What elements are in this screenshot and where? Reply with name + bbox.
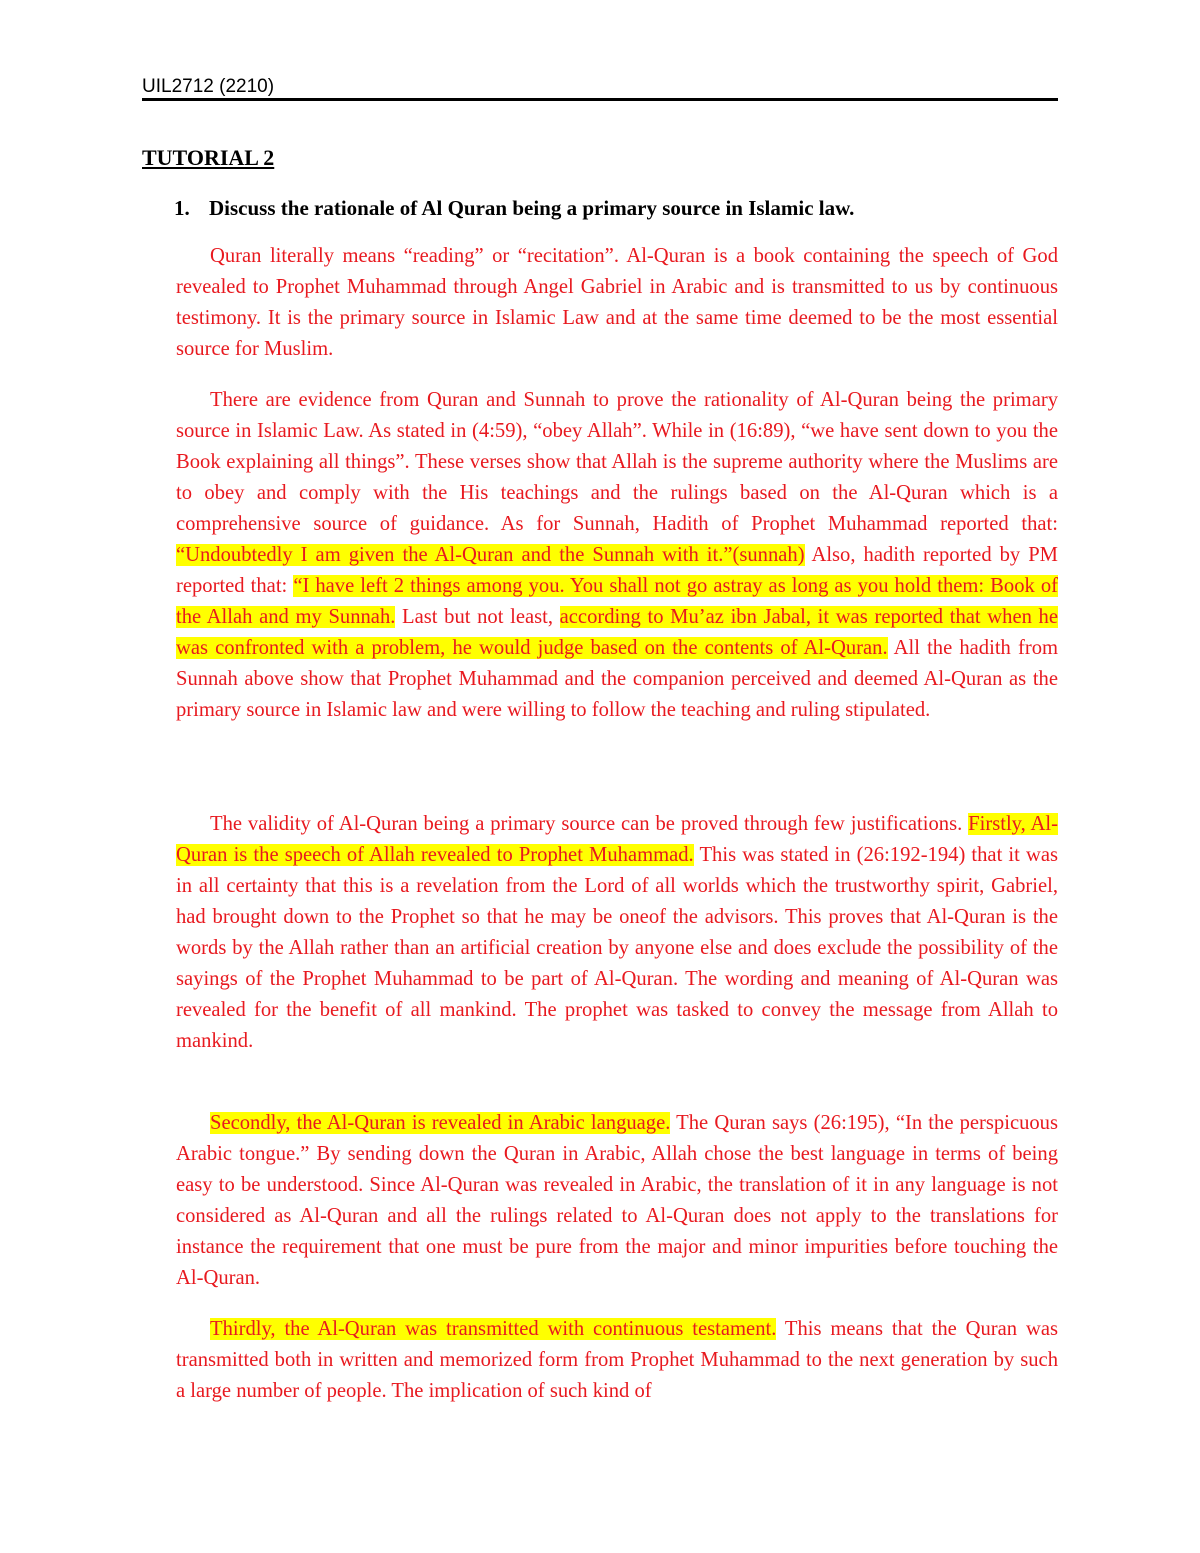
paragraph-text: This was stated in (26:192-194) that it was in all certainty that this is a revelation from the Lord of all worlds which the trustworthy spirit, Gabriel, had brought down to the Prophet so that he may be oneof the advisors. This proves that Al-Quran is the words by the Allah rather than an artificial creation by anyone else and does exclude the possibility of the sayings of the Prophet Muhammad to be part of Al-Quran. The wording and meaning of Al-Quran was revealed for the benefit of all mankind. The prophet was tasked to convey the message from Allah to mankind. <box>176 844 1059 1052</box>
paragraph-text: The Quran says (26:195), “In the perspicuous Arabic tongue.” By sending down the Quran in Arabic, Allah chose the best language in terms of being easy to be understood. Since Al-Quran was revealed in Arabic, the translation of it in any language is not considered as Al-Quran and all the rulings related to Al-Quran does not apply to the translations for instance the requirement that one must be pure from the major and minor impurities before touching the Al-Quran. <box>176 1112 1058 1289</box>
paragraph-text: There are evidence from Quran and Sunnah to prove the rationality of Al-Quran being the primary source in Islamic Law. As stated in (4:59), “obey Allah”. While in (16:89), “we have sent down to you the Book explaining all things”. These verses show that Allah is the supreme authority where the Muslims are to obey and comply with the His teachings and the rulings based on the Al-Quran which is a comprehensive source of guidance. As for Sunnah, Hadith of Prophet Muhammad reported that: <box>176 389 1058 535</box>
paragraph-text: This means that the Quran was transmitted both in written and memorized form from Prophet Muhammad to the next generation by such a large number of people. The implication of such kind of <box>176 1318 1058 1402</box>
paragraph-text: All the hadith from Sunnah above show that Prophet Muhammad and the companion perceived and deemed Al-Quran as the primary source in Islamic law and were willing to follow the teaching and ruling stipulated. <box>176 637 1059 721</box>
paragraph-text: Last but not least, <box>395 606 560 628</box>
answer-paragraph-arabic <box>176 1108 1058 1294</box>
highlighted-text: Thirdly, the Al-Quran was transmitted with continuous testament. <box>210 1318 777 1340</box>
answer-paragraph-transmission <box>176 1314 1058 1407</box>
tutorial-title: TUTORIAL 2 <box>142 145 275 170</box>
highlighted-text: according to Mu’az ibn Jabal, it was reported that when he was confronted with a problem, he would judge based on the contents of Al-Quran. <box>176 606 1058 659</box>
question-number: 1. <box>174 196 190 220</box>
highlighted-text: Firstly, Al-Quran is the speech of Allah revealed to Prophet Muhammad. <box>176 813 1058 866</box>
header-rule <box>142 98 1058 101</box>
paragraph-text: The validity of Al-Quran being a primary source can be proved through few justifications. <box>210 813 969 835</box>
answer-paragraph-validity <box>176 809 1058 1057</box>
paragraph-text: Also, hadith reported by PM reported that: <box>176 544 1058 597</box>
highlighted-text: “Undoubtedly I am given the Al-Quran and the Sunnah with it.”(sunnah) <box>176 544 805 566</box>
question-text: Discuss the rationale of Al Quran being a primary source in Islamic law. <box>209 196 855 220</box>
course-code: UIL2712 (2210) <box>142 76 275 97</box>
answer-paragraph-definition <box>176 241 1058 365</box>
answer-paragraph-evidence <box>176 385 1058 726</box>
question-1 <box>142 196 854 221</box>
highlighted-text: “I have left 2 things among you. You shall not go astray as long as you hold them: Book of the Allah and my Sunnah. <box>176 575 1058 628</box>
paragraph-text: Quran literally means “reading” or “recitation”. Al-Quran is a book containing the speech of God revealed to Prophet Muhammad through Angel Gabriel in Arabic and is transmitted to us by continuous testimony. It is the primary source in Islamic Law and at the same time deemed to be the most essential source for Muslim. <box>176 245 1058 360</box>
highlighted-text: Secondly, the Al-Quran is revealed in Arabic language. <box>210 1112 671 1134</box>
